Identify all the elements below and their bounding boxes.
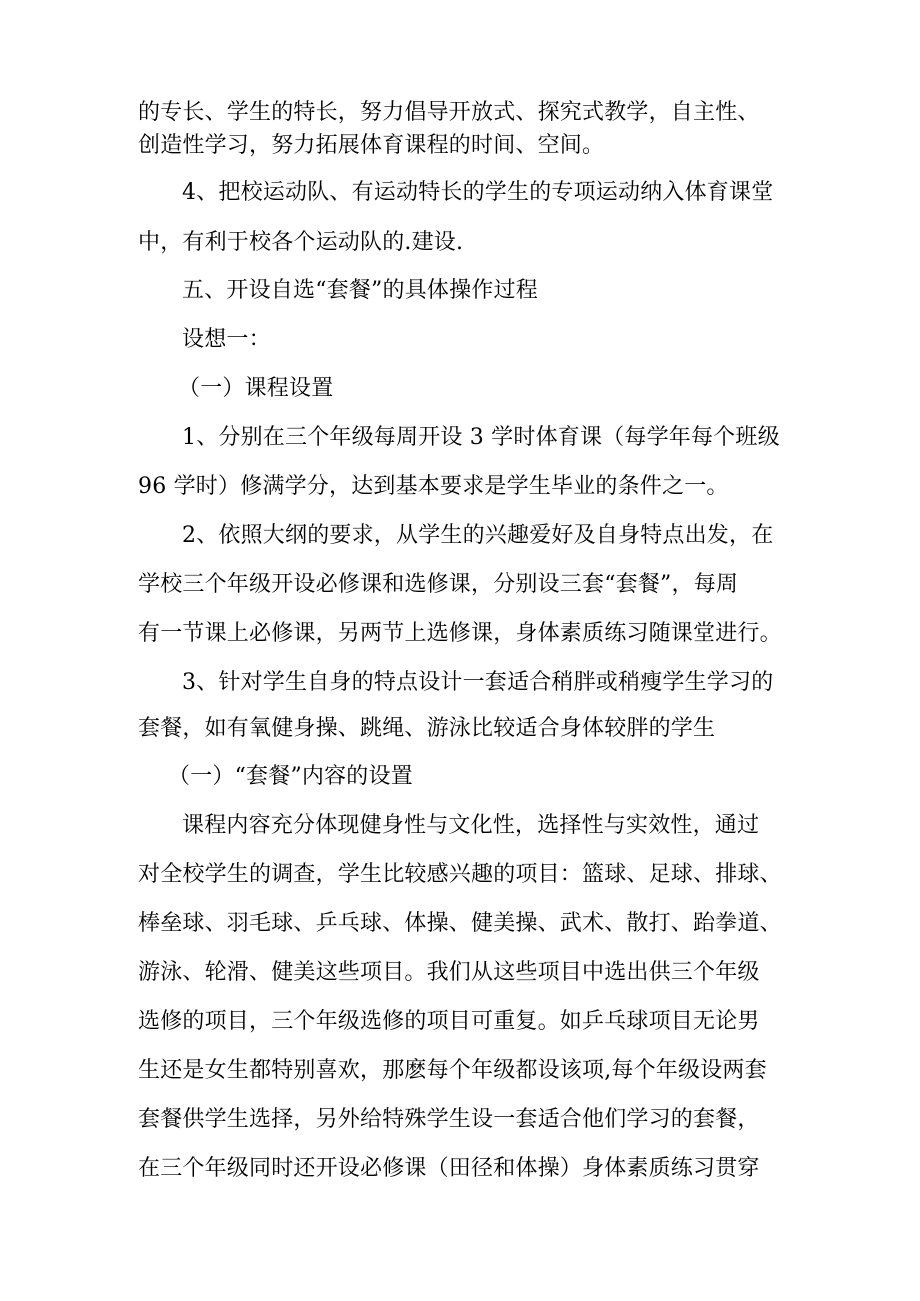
text-line-3: 4、把校运动队、有运动特长的学生的专项运动纳入体育课堂 — [182, 180, 774, 205]
text-line-10: 2、依照大纲的要求，从学生的兴趣爱好及自身特点出发，在 — [182, 523, 774, 548]
text-line-14: 套餐，如有氧健身操、跳绳、游泳比较适合身体较胖的学生 — [138, 716, 716, 741]
section-heading: 五、开设自选“套餐”的具体操作过程 — [182, 278, 538, 303]
text-line-20: 选修的项目，三个年级选修的项目可重复。如乒乓球项目无论男 — [138, 1009, 760, 1034]
text-line-1: 的专长、学生的特长，努力倡导开放式、探究式教学，自主性、 — [138, 100, 760, 125]
text-line-17: 对全校学生的调查，学生比较感兴趣的项目：篮球、足球、排球、 — [138, 862, 782, 887]
text-line-16: 课程内容充分体现健身性与文化性，选择性与实效性，通过 — [182, 813, 760, 838]
text-line-19: 游泳、轮滑、健美这些项目。我们从这些项目中选出供三个年级 — [138, 960, 760, 985]
text-line-6: 设想一： — [182, 327, 271, 352]
text-line-11: 学校三个年级开设必修课和选修课，分别设三套“套餐”，每周 — [138, 572, 739, 597]
text-line-18: 棒垒球、羽毛球、乒乓球、体操、健美操、武术、散打、跆拳道、 — [138, 911, 782, 936]
text-line-8: 1、分别在三个年级每周开设 3 学时体育课（每学年每个班级 — [182, 425, 780, 450]
text-line-2: 创造性学习，努力拓展体育课程的时间、空间。 — [138, 133, 605, 158]
text-line-13: 3、针对学生自身的特点设计一套适合稍胖或稍瘦学生学习的 — [182, 670, 774, 695]
text-line-9: 96 学时）修满学分，达到基本要求是学生毕业的条件之一。 — [138, 474, 729, 499]
subsection-heading-2: （一）“套餐”内容的设置 — [168, 764, 413, 789]
subsection-heading-1: （一）课程设置 — [178, 376, 334, 401]
text-line-12: 有一节课上必修课，另两节上选修课，身体素质练习随课堂进行。 — [138, 621, 782, 646]
text-line-22: 套餐供学生选择，另外给特殊学生设一套适合他们学习的套餐， — [138, 1107, 760, 1132]
text-line-4: 中，有利于校各个运动队的.建设. — [138, 230, 464, 255]
text-line-23: 在三个年级同时还开设必修课（田径和体操）身体素质练习贯穿 — [138, 1156, 760, 1181]
text-line-21: 生还是女生都特别喜欢，那麽每个年级都设该项,每个年级设两套 — [138, 1058, 767, 1083]
